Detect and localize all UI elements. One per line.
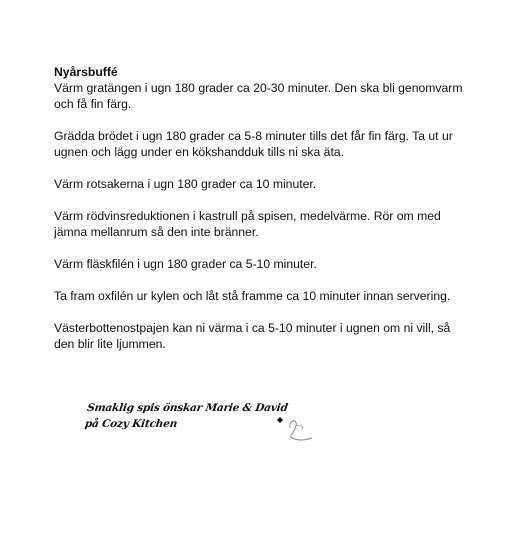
recipe-body <box>54 64 474 368</box>
paragraph-brod: Grädda brödet i ugn 180 grader ca 5-8 minuter tills det får fin färg. Ta ut ur ugnen och lägg under en kökshandduk tills ni ska äta. <box>54 129 453 159</box>
signature-line-1: Smaklig spis önskar Marie & David <box>86 402 289 414</box>
paragraph-rotsaker: Värm rotsakerna i ugn 180 grader ca 10 minuter. <box>54 177 317 191</box>
paragraph-gratang: Värm gratängen i ugn 180 grader ca 20-30 minuter. Den ska bli genomvarm och få fin färg. <box>54 81 463 111</box>
document-title: Nyårsbuffé <box>54 65 118 79</box>
paragraph-flaskfile: Värm fläskfilén i ugn 180 grader ca 5-10 minuter. <box>54 257 317 271</box>
paragraph-paj: Västerbottenostpajen kan ni värma i ca 5-10 minuter i ugnen om ni vill, så den blir lite ljummen. <box>54 321 451 351</box>
signature <box>84 400 289 432</box>
signature-line-2: på Cozy Kitchen <box>84 418 178 430</box>
diamond-swirl-icon <box>276 410 320 442</box>
paragraph-oxfile: Ta fram oxfilén ur kylen och låt stå framme ca 10 minuter innan servering. <box>54 289 451 303</box>
paragraph-rodvinsreduktion: Värm rödvinsreduktionen i kastrull på spisen, medelvärme. Rör om med jämna mellanrum så den inte bränner. <box>54 209 441 239</box>
